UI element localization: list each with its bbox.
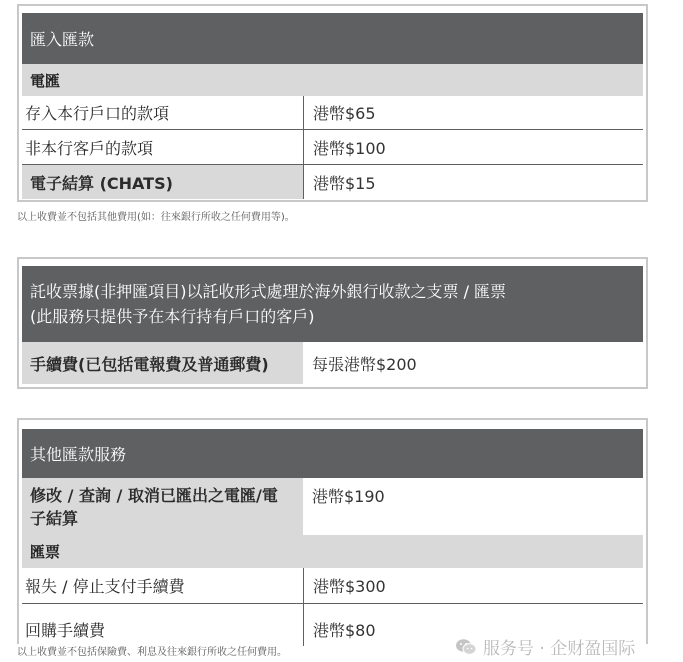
fee-note: 以上收費並不包括其他費用(如：往來銀行所收之任何費用等)。 <box>17 212 295 223</box>
row-label: 回購手續費 <box>25 620 106 640</box>
collection-panel <box>17 257 648 389</box>
row-label-line1: 修改 / 查詢 / 取消已匯出之電匯/電 <box>30 486 278 505</box>
table-row <box>22 568 643 604</box>
other-services-panel <box>17 418 648 644</box>
row-label: 電子結算 (CHATS) <box>22 165 303 199</box>
row-label: 報失 / 停止支付手續費 <box>25 577 185 596</box>
row-label: 存入本行戶口的款項 <box>25 104 170 123</box>
table-row <box>22 342 643 384</box>
row-value: 每張港幣$200 <box>312 354 417 374</box>
watermark <box>455 634 635 659</box>
table-row <box>22 165 643 199</box>
collection-header-line1: 託收票據(非押匯項目)以託收形式處理於海外銀行收款之支票 / 匯票 <box>30 282 507 301</box>
collection-header-line2: (此服務只提供予在本行持有戶口的客戶) <box>30 307 315 326</box>
fee-note: 以上收費並不包括保險費、利息及往來銀行所收之任何費用。 <box>17 647 287 658</box>
row-label-line2: 子結算 <box>30 509 79 528</box>
row-value: 港幣$15 <box>303 165 643 199</box>
row-value: 港幣$300 <box>303 568 643 603</box>
wechat-icon <box>455 638 477 656</box>
row-value: 港幣$65 <box>303 96 643 129</box>
incoming-remittance-header: 匯入匯款 <box>22 13 643 64</box>
row-label <box>22 478 303 535</box>
watermark-text: 服务号 · 企财盈国际 <box>483 639 636 659</box>
table-row <box>22 478 643 535</box>
row-label: 手續費(已包括電報費及普通郵費) <box>22 342 303 384</box>
row-label: 非本行客戶的款項 <box>25 138 154 158</box>
row-value: 港幣$190 <box>312 487 385 506</box>
row-value: 港幣$80 <box>303 604 643 646</box>
table-row <box>22 96 643 130</box>
telegraphic-transfer-subheader: 電匯 <box>22 64 643 96</box>
collection-header <box>22 266 643 342</box>
draft-subheader: 匯票 <box>22 535 643 568</box>
row-value: 港幣$100 <box>303 130 643 164</box>
table-row <box>22 130 643 165</box>
other-services-header: 其他匯款服務 <box>22 429 643 478</box>
incoming-remittance-panel <box>17 4 648 202</box>
